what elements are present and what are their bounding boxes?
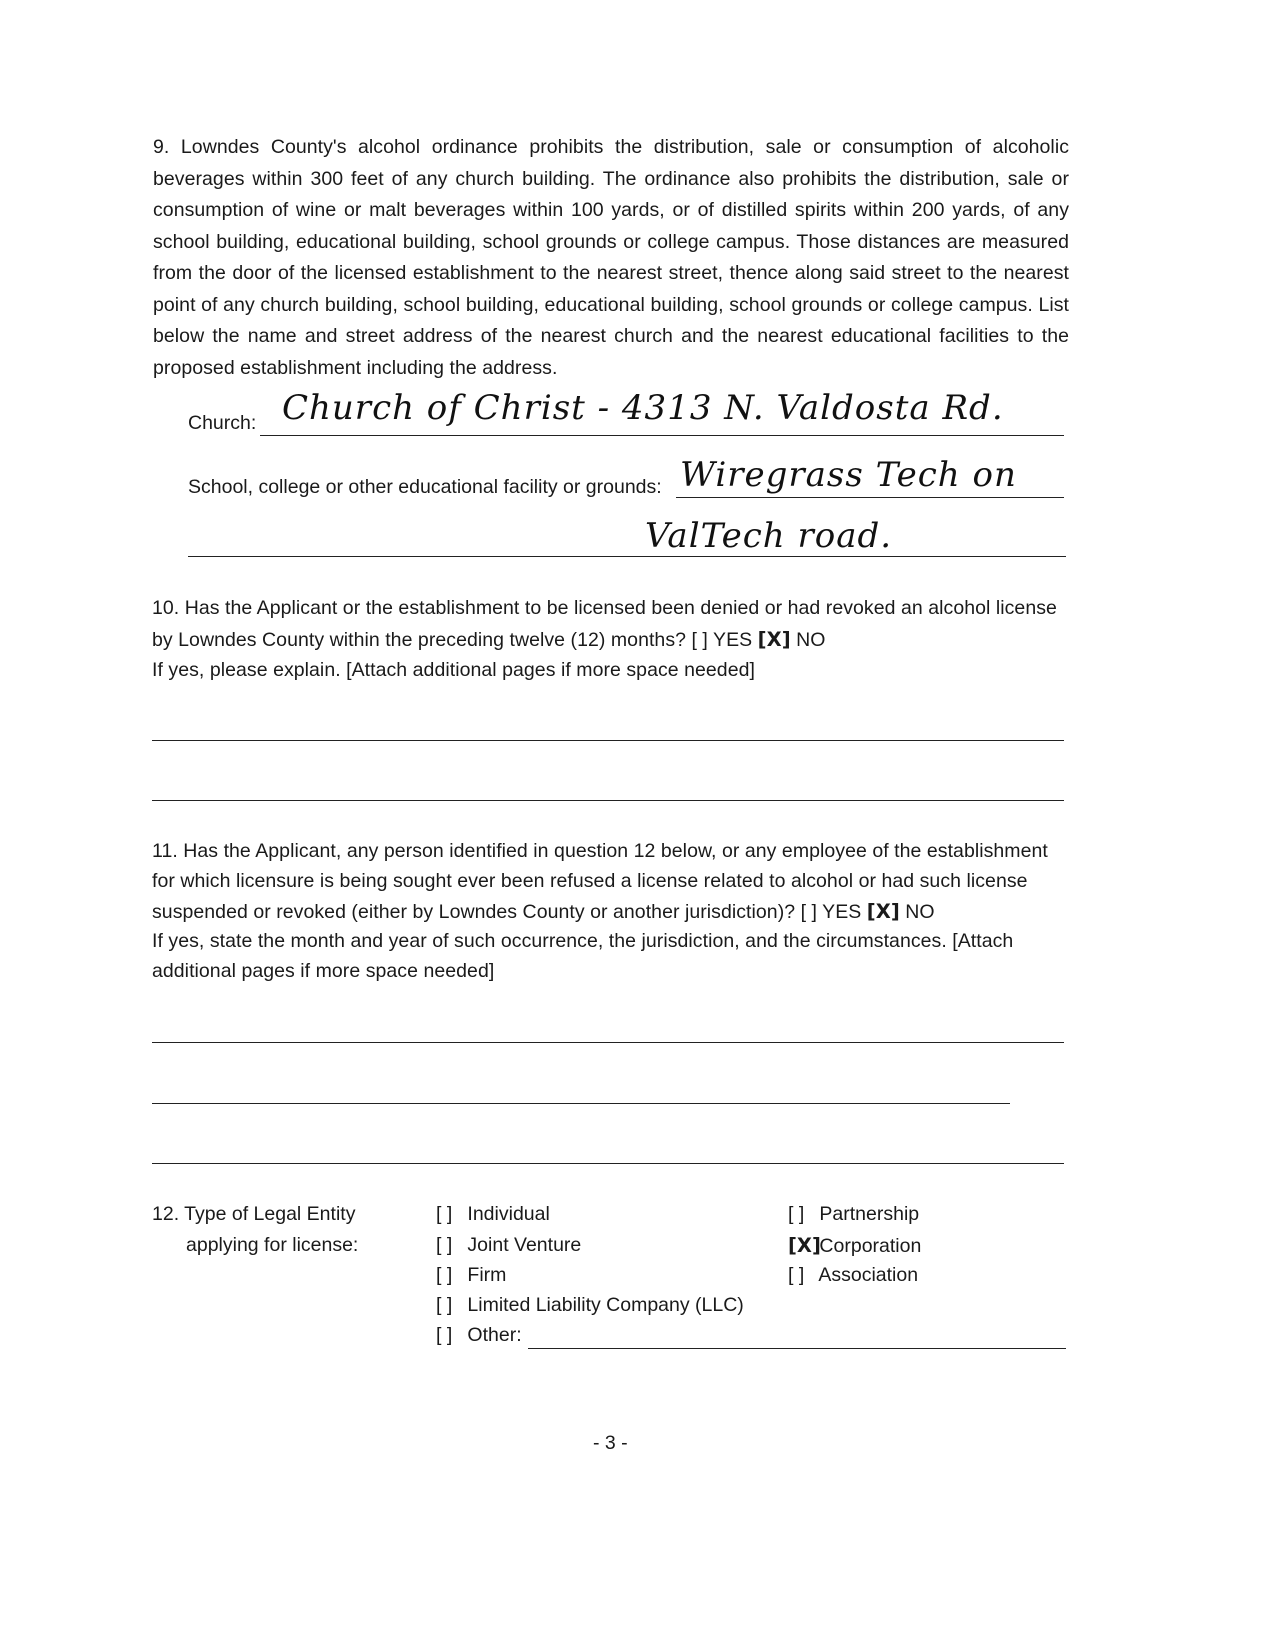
option-label: Other: <box>467 1324 522 1346</box>
q11-answer-line-3[interactable] <box>152 1163 1064 1164</box>
school-field-line-2[interactable] <box>188 556 1066 557</box>
option-partnership[interactable] <box>788 1203 919 1226</box>
q10-line3: If yes, please explain. [Attach additional pages if more space needed] <box>152 659 755 681</box>
option-association[interactable] <box>788 1264 918 1287</box>
q11-no-label: NO <box>905 901 935 923</box>
q11-yes-label: YES <box>822 901 862 923</box>
option-label: Limited Liability Company (LLC) <box>467 1294 744 1316</box>
option-checkbox[interactable]: [ ] <box>788 1203 805 1225</box>
option-checkbox[interactable]: [ ] <box>436 1234 453 1256</box>
option-label: Joint Venture <box>467 1234 582 1256</box>
q10-no-checkbox[interactable]: [X] <box>757 628 791 651</box>
q10-answer-line-1[interactable] <box>152 740 1064 741</box>
other-field-line[interactable] <box>528 1348 1066 1349</box>
q10-yes-checkbox[interactable]: [ ] <box>691 629 708 651</box>
q9-paragraph <box>153 132 1069 384</box>
option-label: Corporation <box>819 1235 922 1257</box>
option-checkbox-checked[interactable]: [X] <box>788 1234 821 1257</box>
church-label: Church: <box>188 412 257 434</box>
school-value-1[interactable]: Wiregrass Tech on <box>680 455 1017 495</box>
option-label: Association <box>818 1264 919 1286</box>
q9-number: 9. <box>153 136 170 158</box>
option-label: Individual <box>467 1203 550 1225</box>
option-checkbox[interactable]: [ ] <box>436 1203 453 1225</box>
q11-question-text: suspended or revoked (either by Lowndes County or another jurisdiction)? <box>152 901 796 923</box>
option-label: Partnership <box>819 1203 920 1225</box>
q10-line2 <box>152 624 826 657</box>
option-individual[interactable] <box>436 1203 550 1226</box>
q9-text: Lowndes County's alcohol ordinance prohibits the distribution, sale or consumption of alcoholic beverages within 300 feet of any church building. The ordinance also prohibits the distribution, sale or consumption of wine or malt beverages within 100 yards, or of distilled spirits within 200 yards, of any school building, educational building, school grounds or college campus. Those distances are measured from the door of the licensed establishment to the nearest street, thence along said street to the nearest point of any church building, school building, educational building, school grounds or college campus. List below the name and street address of the nearest church and the nearest educational facilities to the proposed establishment including the address. <box>153 136 1069 379</box>
option-joint-venture[interactable] <box>436 1234 581 1257</box>
option-llc[interactable] <box>436 1294 744 1317</box>
page-number: - 3 - <box>593 1432 628 1454</box>
school-label: School, college or other educational facility or grounds: <box>188 476 662 498</box>
q12-label-1: 12. Type of Legal Entity <box>152 1203 356 1225</box>
option-checkbox[interactable]: [ ] <box>436 1294 453 1316</box>
option-checkbox[interactable]: [ ] <box>436 1324 453 1346</box>
q11-line4: If yes, state the month and year of such occurrence, the jurisdiction, and the circumstances. [Attach <box>152 930 1014 952</box>
q11-line3 <box>152 896 935 929</box>
q11-answer-line-2[interactable] <box>152 1103 1010 1104</box>
q11-yes-checkbox[interactable]: [ ] <box>800 901 818 923</box>
q12-label-2: applying for license: <box>186 1234 359 1256</box>
option-corporation[interactable] <box>788 1234 921 1258</box>
option-label: Firm <box>467 1264 507 1286</box>
q10-yes-label: YES <box>713 629 753 651</box>
q10-question-text: by Lowndes County within the preceding twelve (12) months? <box>152 629 687 651</box>
q11-line2: for which licensure is being sought ever been refused a license related to alcohol or had such license <box>152 870 1028 892</box>
church-value[interactable]: Church of Christ - 4313 N. Valdosta Rd. <box>282 388 1004 428</box>
q10-no-label: NO <box>796 629 826 651</box>
q11-line1: 11. Has the Applicant, any person identified in question 12 below, or any employee of the establishment <box>152 840 1048 862</box>
option-firm[interactable] <box>436 1264 506 1287</box>
option-other[interactable] <box>436 1324 522 1347</box>
q11-no-checkbox[interactable]: [X] <box>866 900 900 923</box>
q10-answer-line-2[interactable] <box>152 800 1064 801</box>
option-checkbox[interactable]: [ ] <box>436 1264 453 1286</box>
church-field-line[interactable] <box>260 435 1064 436</box>
option-checkbox[interactable]: [ ] <box>788 1264 805 1286</box>
school-value-2[interactable]: ValTech road. <box>645 516 893 556</box>
q10-line1: 10. Has the Applicant or the establishment to be licensed been denied or had revoked an alcohol license <box>152 597 1057 619</box>
q11-answer-line-1[interactable] <box>152 1042 1064 1043</box>
q11-line5: additional pages if more space needed] <box>152 960 495 982</box>
school-field-line-1[interactable] <box>676 497 1064 498</box>
